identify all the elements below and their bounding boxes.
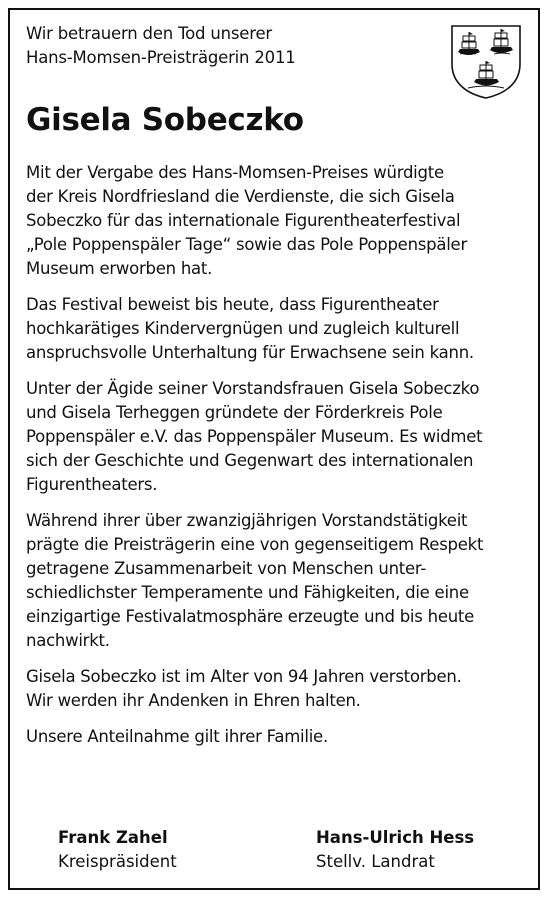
text-line: der Kreis Nordfriesland die Verdienste, die sich Gisela bbox=[26, 187, 455, 206]
paragraph bbox=[26, 161, 531, 281]
text-line: „Pole Poppenspäler Tage“ sowie das Pole Poppenspäler bbox=[26, 235, 467, 254]
text-line: Figurentheaters. bbox=[26, 475, 158, 494]
text-line: sich der Geschichte und Gegenwart des internationalen bbox=[26, 451, 474, 470]
paragraph bbox=[26, 509, 531, 653]
text-line: getragene Zusammenarbeit von Menschen unter- bbox=[26, 559, 427, 578]
text-line: Wir werden ihr Andenken in Ehren halten. bbox=[26, 691, 361, 710]
text-line: schiedlichster Temperamente und Fähigkeiten, die eine bbox=[26, 583, 469, 602]
body-text bbox=[26, 161, 531, 761]
paragraph bbox=[26, 725, 531, 749]
text-line: Während ihrer über zwanzigjährigen Vorstandstätigkeit bbox=[26, 511, 468, 530]
text-line: nachwirkt. bbox=[26, 631, 110, 650]
signatory-title: Stellv. Landrat bbox=[316, 852, 435, 871]
text-line: Unsere Anteilnahme gilt ihrer Familie. bbox=[26, 727, 328, 746]
text-line: und Gisela Terheggen gründete der Förderkreis Pole bbox=[26, 403, 443, 422]
signatory-name: Frank Zahel bbox=[58, 828, 168, 847]
paragraph bbox=[26, 377, 531, 497]
intro-text bbox=[26, 22, 296, 70]
text-line: Museum erworben hat. bbox=[26, 259, 213, 278]
paragraph bbox=[26, 293, 531, 365]
text-line: Poppenspäler e.V. das Poppenspäler Museum. Es widmet bbox=[26, 427, 483, 446]
text-line: anspruchsvolle Unterhaltung für Erwachsene sein kann. bbox=[26, 343, 474, 362]
deceased-name: Gisela Sobeczko bbox=[26, 102, 304, 138]
text-line: Gisela Sobeczko ist im Alter von 94 Jahren verstorben. bbox=[26, 667, 462, 686]
intro-line: Wir betrauern den Tod unserer bbox=[26, 24, 272, 43]
signatory-name: Hans-Ulrich Hess bbox=[316, 828, 475, 847]
signatory-left bbox=[58, 826, 177, 874]
text-line: einzigartige Festivalatmosphäre erzeugte und bis heute bbox=[26, 607, 475, 626]
text-line: hochkarätiges Kindervergnügen und zugleich kulturell bbox=[26, 319, 460, 338]
intro-line: Hans-Momsen-Preisträgerin 2011 bbox=[26, 48, 296, 67]
signatory-title: Kreispräsident bbox=[58, 852, 177, 871]
text-line: Mit der Vergabe des Hans-Momsen-Preises würdigte bbox=[26, 163, 444, 182]
signatory-right bbox=[316, 826, 474, 874]
text-line: Sobeczko für das internationale Figurentheaterfestival bbox=[26, 211, 461, 230]
text-line: Unter der Ägide seiner Vorstandsfrauen Gisela Sobeczko bbox=[26, 379, 480, 398]
text-line: Das Festival beweist bis heute, dass Figurentheater bbox=[26, 295, 439, 314]
text-line: prägte die Preisträgerin eine von gegenseitigem Respekt bbox=[26, 535, 484, 554]
coat-of-arms-ships-icon bbox=[448, 22, 524, 100]
paragraph bbox=[26, 665, 531, 713]
